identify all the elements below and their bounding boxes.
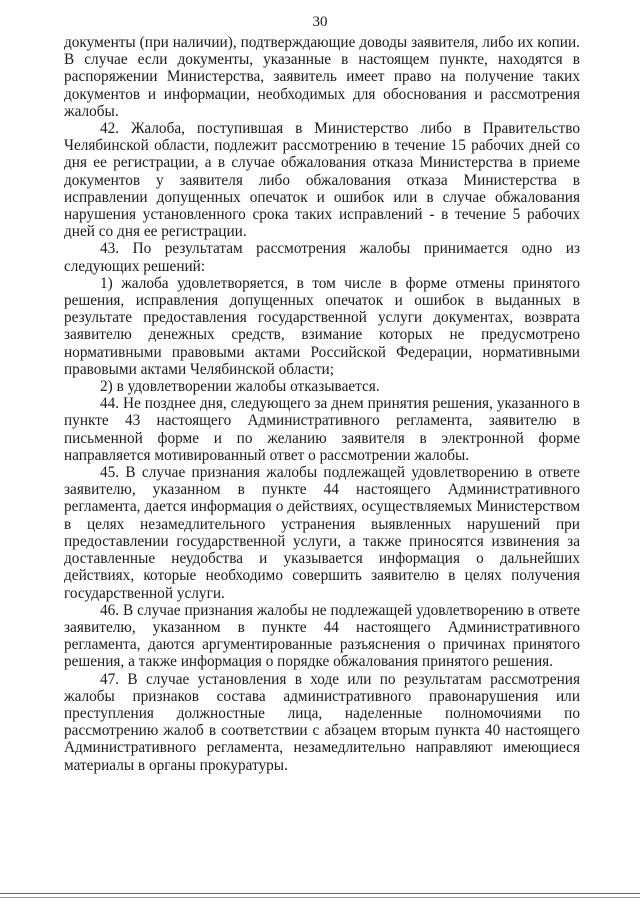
paragraph-43-item-1: 1) жалоба удовлетворяется, в том числе в форме отмены принятого решения, исправления допущенных опечаток и ошибок в выданных в результате предоставления государственной услуги документах, возврата заявителю денежных средств, взимание которых не предусмотрено нормативными правовыми актами Российской Федерации, нормативными правовыми актами Челябинской области;	[64, 274, 580, 378]
paragraph-43-item-2: 2) в удовлетворении жалобы отказывается.	[100, 378, 380, 396]
page-number: 30	[312, 14, 328, 30]
paragraph-42: 42. Жалоба, поступившая в Министерство либо в Правительство Челябинской области, подлежит рассмотрению в течение 15 рабочих дней со дня ее регистрации, а в случае обжалования отказа Министерства в приеме документов у заявителя либо обжалования отказа Министерства в исправлении допущенных опечаток и ошибок или в случае обжалования нарушения установленного срока таких исправлений - в течение 5 рабочих дней со дня ее регистрации.	[64, 120, 580, 241]
paragraph-continuation: документы (при наличии), подтверждающие доводы заявителя, либо их копии. В случае если документы, указанные в настоящем пункте, находятся в распоряжении Министерства, заявитель имеет право на получение таких документов и информации, необходимых для обоснования и рассмотрения жалобы.	[64, 34, 580, 120]
paragraph-44: 44. Не позднее дня, следующего за днем принятия решения, указанного в пункте 43 настоящего Административного регламента, заявителю в письменной форме и по желанию заявителя в электронной форме направляется мотивированный ответ о рассмотрении жалобы.	[64, 395, 580, 464]
paragraph-47: 47. В случае установления в ходе или по результатам рассмотрения жалобы признаков состава административного правонарушения или преступления должностные лица, наделенные полномочиями по рассмотрению жалоб в соответствии с абзацем вторым пункта 40 настоящего Административного регламента, незамедлительно направляют имеющиеся материалы в органы прокуратуры.	[64, 670, 580, 774]
document-body	[64, 34, 580, 774]
paragraph-46: 46. В случае признания жалобы не подлежащей удовлетворению в ответе заявителю, указанном в пункте 44 настоящего Административного регламента, даются аргументированные разъяснения о причинах принятого решения, а также информация о порядке обжалования принятого решения.	[64, 601, 580, 671]
paragraph-43: 43. По результатам рассмотрения жалобы принимается одно из следующих решений:	[64, 240, 580, 275]
paragraph-45: 45. В случае признания жалобы подлежащей удовлетворению в ответе заявителю, указанном в пункте 44 настоящего Административного регламента, дается информация о действиях, осуществляемых Министерством в целях незамедлительного устранения выявленных нарушений при предоставлении государственной услуги, а также приносятся извинения за доставленные неудобства и указывается информация о дальнейших действиях, которые необходимо совершить заявителю в целях получения государственной услуги.	[64, 464, 580, 602]
scan-edge-line	[0, 893, 640, 894]
scan-edge-line-secondary	[0, 897, 640, 898]
